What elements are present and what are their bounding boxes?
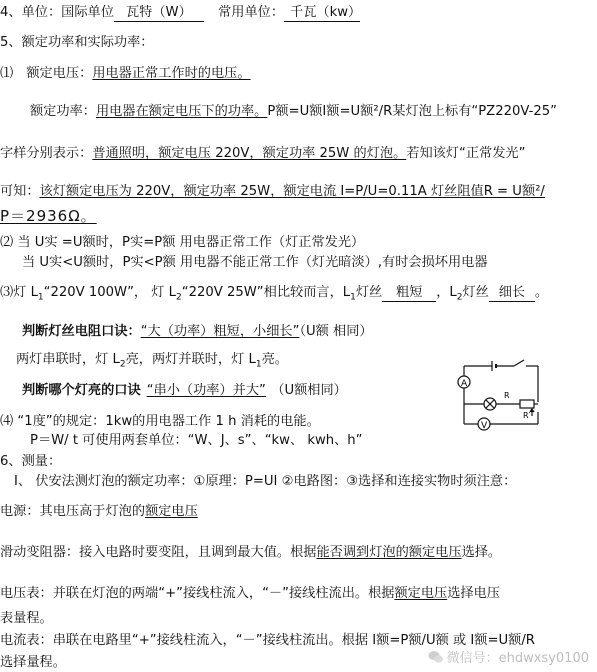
voltmeter-key: 额定电压 (394, 586, 448, 601)
brightness-rhyme-text: “串小（功率）并大” (146, 383, 266, 398)
line-voltmeter (0, 585, 500, 602)
label-meaning-prefix: 字样分别表示： (0, 146, 93, 161)
compare-i: 。 (534, 285, 549, 300)
voltmeter-label: V (481, 421, 488, 431)
line-rheostat (0, 544, 501, 561)
rheostat-text: 滑动变阻器：接入电路时要变阻，且调到最大值。根据 (0, 545, 317, 560)
line-compare-lamps (0, 284, 548, 302)
ammeter-label: A (461, 379, 468, 389)
series-b: 亮，两灯并联时，灯 L (125, 352, 256, 367)
line-rated-power (30, 103, 557, 120)
line-case-less: 当 U实<U额时，P实<P额 用电器不能正常工作（灯光暗淡）,有时会损坏用电器 (22, 255, 488, 270)
resistor-label: R (504, 391, 510, 400)
sub-1c: 1 (255, 359, 262, 370)
line-case-equal: ⑵ 当 U实 =U额时，P实=P额 用电器正常工作（灯正常发光） (0, 235, 365, 250)
resistance-rhyme-text: “大（功率）粗短，小细长” (140, 324, 300, 339)
rated-power-formula: P额=U额I额=U额²/R某灯泡上标有“PZ220V-25” (267, 104, 557, 119)
power-source-text: 电源：其电压高于灯泡的 (0, 504, 146, 519)
brightness-rhyme-label: 判断哪个灯亮的口诀 (22, 383, 141, 398)
thick-short-blank: 粗短 (382, 284, 436, 302)
common-unit-blank: 千瓦（kw） (284, 4, 360, 22)
line-method: Ⅰ、 伏安法测灯泡的额定功率：①原理：P=UI ②电路图：③选择和连接实物时须注意： (14, 474, 517, 489)
rheostat-key: 能否调到灯泡的额定电压 (316, 545, 462, 560)
common-unit-label: 常用单位： (218, 5, 285, 20)
resistance-rhyme-cond: （U额 相同） (299, 324, 373, 339)
compare-a: ⑶灯 L (0, 285, 38, 300)
section-heading-5: 5、额定功率和实际功率： (0, 35, 154, 50)
thin-long-blank: 细长 (489, 284, 535, 302)
rated-power-def: 用电器在额定电压下的功率。 (95, 104, 268, 119)
rheostat-label: R′ (523, 411, 531, 420)
line-label-meaning (0, 145, 525, 162)
power-source-key: 额定电压 (145, 504, 198, 519)
known-prefix: 可知： (0, 184, 40, 199)
rated-power-label: 额定功率： (30, 104, 96, 119)
compare-b: “220V 100W”， 灯 L (43, 285, 177, 300)
line-units (0, 4, 360, 22)
line-brightness-rhyme (22, 382, 347, 399)
resistance-rhyme-label: 判断灯丝电阻口诀： (22, 324, 141, 339)
line-resistance-rhyme (22, 323, 373, 340)
sub-1b: 1 (350, 292, 356, 303)
sub-2c: 2 (119, 359, 126, 370)
line-ammeter-cont: 选择量程。 (0, 655, 66, 670)
line-power-source (0, 503, 198, 520)
section-heading-6: 6、测量： (0, 454, 62, 469)
voltmeter-tail: 选择电压 (447, 586, 500, 601)
label-meaning-text: 普通照明，额定电压 220V，额定功率 25W 的灯泡。 (92, 146, 407, 161)
watermark (428, 647, 589, 666)
known-text: 该灯额定电压为 220V，额定功率 25W，额定电流 I=P/U=0.11A 灯丝阻值R = U额²/ (39, 184, 545, 199)
line-known (0, 183, 545, 200)
line-voltmeter-cont: 表量程。 (0, 611, 53, 626)
sub-1a: 1 (37, 292, 44, 303)
units-label: 4、单位：国际单位 (0, 5, 114, 20)
series-a: 两灯串联时，灯 L (16, 352, 120, 367)
watermark-text: 微信号：ehdwxsy0100 (446, 651, 589, 666)
compare-g: 灯丝 (462, 285, 489, 300)
compare-d: 灯丝 (355, 285, 383, 300)
rated-voltage-label: ⑴ 额定电压： (0, 66, 93, 81)
sub-2b: 2 (456, 292, 463, 303)
wechat-icon (428, 649, 444, 665)
line-resistance-result: P＝2936Ω。 (0, 207, 97, 225)
circuit-diagram (448, 358, 548, 436)
compare-f: ，L (436, 285, 457, 300)
line-power-units: P＝W/ t 可使用两套单位：“W、J、s”、“kw、 kwh、h” (30, 433, 363, 448)
compare-c: “220V 25W”相比较而言，L (181, 285, 351, 300)
line-ammeter: 电流表：串联在电路里“+”接线柱流入，“－”接线柱流出。根据 I额=P额/U额 或 I额=U额/R (0, 633, 535, 648)
voltmeter-text: 电压表：并联在灯泡的两端“+”接线柱流入，“－”接线柱流出。根据 (0, 586, 395, 601)
label-meaning-tail: 若知该灯“正常发光” (406, 146, 526, 161)
series-c: 亮。 (261, 352, 288, 367)
brightness-rhyme-cond: （U额相同） (277, 383, 347, 398)
line-rated-voltage (0, 65, 251, 82)
line-series-parallel (16, 351, 288, 368)
rated-voltage-def: 用电器正常工作时的电压。 (92, 66, 251, 81)
sub-2a: 2 (176, 292, 182, 303)
line-kwh-definition: ⑷ “1度”的规定：1kw的用电器工作 1 h 消耗的电能。 (0, 414, 320, 429)
rheostat-tail: 选择。 (461, 545, 502, 560)
si-unit-blank: 瓦特（W） (114, 4, 204, 22)
